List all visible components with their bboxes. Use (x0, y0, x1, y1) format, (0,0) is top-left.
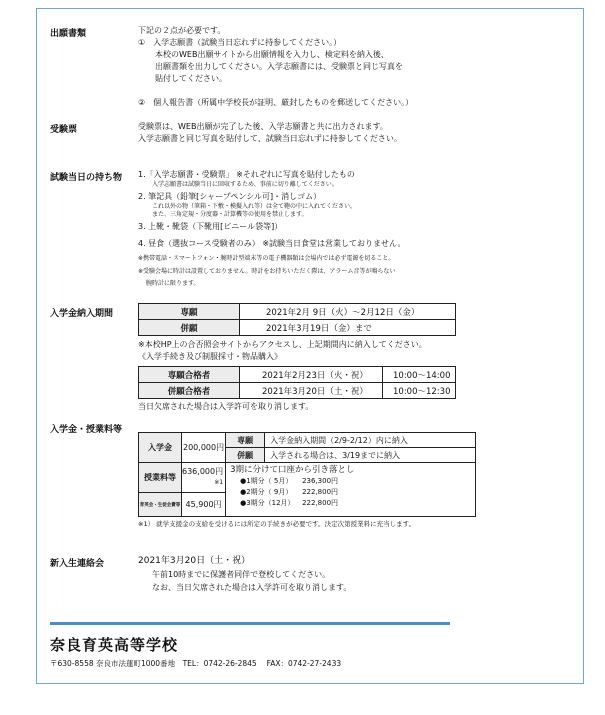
payment-label: 入学金納入期間 (50, 309, 114, 319)
docs-item1-line1: 本校のWEB出願サイトから出願情報を入力し、検定料を納入後、 (155, 50, 389, 59)
items-1-note: 入学志願書は試験当日に回収するため、事前に切り離してください。 (152, 181, 338, 188)
procedure-time: 10:00〜12:30 (383, 383, 456, 399)
payment-period-table (138, 303, 456, 336)
fees-sengan-note: 入学金納入期間（2/9-2/12）内に納入 (265, 433, 476, 448)
ticket-line1: 受験票は、WEB出願が完了した後、入学志願書と共に出力されます。 (138, 122, 388, 131)
payment-row-value: 2021年3月19日（金）まで (240, 320, 456, 336)
installment-period: ●2期分（ 9月） (240, 488, 293, 496)
installment-period: ●1期分（ 5月） (240, 477, 293, 485)
fees-tuition-mark: ※1 (214, 479, 224, 486)
fees-tuition-amount: 636,000円 (182, 467, 224, 476)
procedure-key: 併願合格者 (139, 383, 240, 399)
fees-other-key: 育英会・生徒会費等 (139, 493, 182, 517)
procedure-date: 2021年2月23日（火・祝） (240, 367, 383, 383)
fees-entrance-key: 入学金 (139, 433, 182, 463)
payment-row-key: 併願 (139, 320, 240, 336)
docs-item1-line2: 出願書類を出力してください。入学志願書には、受験票と同じ写真を (155, 62, 403, 71)
fees-installment-title: 3期に分けて口座から引き落とし (230, 465, 355, 475)
items-2-note2: また、三角定規・分度器・計算機等の使用を禁止します。 (152, 211, 308, 218)
table-row (139, 433, 476, 448)
meeting-label: 新入生連絡会 (50, 559, 105, 569)
procedure-table (138, 366, 456, 399)
installment-amount: 236,300円 (302, 477, 339, 485)
table-row (139, 304, 456, 320)
payment-row-key: 専願 (139, 304, 240, 320)
meeting-line2: 午前10時までに保護者同伴で登校してください。 (152, 570, 331, 579)
table-row (139, 320, 456, 336)
items-4: 4. 昼食（選抜コース受験者のみ） ※試験当日食堂は営業しておりません。 (138, 239, 406, 248)
school-address: 〒630-8558 奈良市法蓮町1000番地 TEL：0742-26-2845 FAX：0742-27-2433 (50, 659, 342, 668)
docs-item1-title: ① 入学志願書（試験当日忘れずに持参してください。） (138, 38, 342, 47)
fees-sengan: 専願 (226, 433, 265, 448)
fees-heigan: 併願 (226, 448, 265, 463)
procedure-key: 専願合格者 (139, 367, 240, 383)
list-item (230, 487, 475, 498)
payment-note2: 《入学手続き及び制服採寸・物品購入》 (138, 352, 282, 361)
docs-item1-line3: 貼付してください。 (155, 74, 227, 83)
table-row (139, 383, 456, 399)
fees-footnote: ※1） 就学支援金の支給を受けるには所定の手続きが必要です。決定次第授業料に充当します。 (138, 520, 416, 528)
installment-amount: 222,800円 (302, 499, 339, 507)
items-note3: 腕時計に限ります。 (146, 280, 200, 287)
table-row (139, 463, 476, 493)
fees-heigan-note: 入学される場合は、3/19までに納入 (265, 448, 476, 463)
items-2-note1: これ以外の物（筆箱・下敷・模擬入れ等）は全て鞄の中に入れてください。 (152, 203, 357, 210)
fees-tuition-key: 授業料等 (139, 463, 182, 493)
ticket-label: 受験票 (50, 125, 78, 135)
fees-other-value: 45,900円 (182, 493, 226, 517)
payment-row-value: 2021年2月 9日（火）〜2月12日（金） (240, 304, 456, 320)
items-note2: ※受験会場に時計は設置しておりません。時計をお持ちいただく際は、アラーム音等が鳴らない (138, 268, 396, 275)
items-label: 試験当日の持ち物 (50, 173, 123, 183)
docs-item2-title: ② 個人報告書（所属中学校長が証明、厳封したものを郵送してください。） (138, 98, 414, 107)
items-2: 2. 筆記具（鉛筆[シャープペンシル可]・消しゴム） (138, 192, 322, 201)
table-row (139, 367, 456, 383)
meeting-date: 2021年3月20日（土・祝） (138, 556, 251, 566)
fees-table (138, 432, 476, 517)
items-1: 1.「入学志願書・受験票」 ※それぞれに写真を貼付したもの (138, 170, 355, 179)
procedure-date: 2021年3月20日（土・祝） (240, 383, 383, 399)
items-note1: ※携帯電話・スマートフォン・腕時計型端末等の電子機器類は会場内では必ず電源を切ること。 (138, 255, 395, 262)
meeting-line3: なお、当日欠席された場合は入学許可を取り消します。 (152, 583, 352, 592)
docs-label: 出願書類 (50, 29, 87, 39)
footer-divider (50, 622, 450, 625)
procedure-time: 10:00〜14:00 (383, 367, 456, 383)
installment-amount: 222,800円 (302, 488, 339, 496)
ticket-line2: 入学志願書と同じ写真を貼付して、試験当日忘れずに持参してください。 (138, 134, 402, 143)
payment-note1: ※本校HP上の合否照会サイトからアクセスし、上記期間内に納入してください。 (138, 340, 427, 349)
docs-intro: 下記の２点が必要です。 (138, 26, 226, 35)
fees-tuition-value (182, 463, 226, 493)
payment-note3: 当日欠席された場合は入学許可を取り消します。 (138, 402, 314, 411)
installment-period: ●3期分（12月） (240, 499, 295, 507)
fees-entrance-value: 200,000円 (182, 433, 226, 463)
list-item (230, 498, 475, 509)
fees-label: 入学金・授業料等 (50, 425, 123, 435)
fees-installments (226, 463, 476, 517)
school-name: 奈良育英高等学校 (50, 636, 179, 654)
list-item (230, 476, 475, 487)
items-3: 3. 上靴・靴袋（下靴用[ビニール袋等]） (138, 222, 283, 231)
